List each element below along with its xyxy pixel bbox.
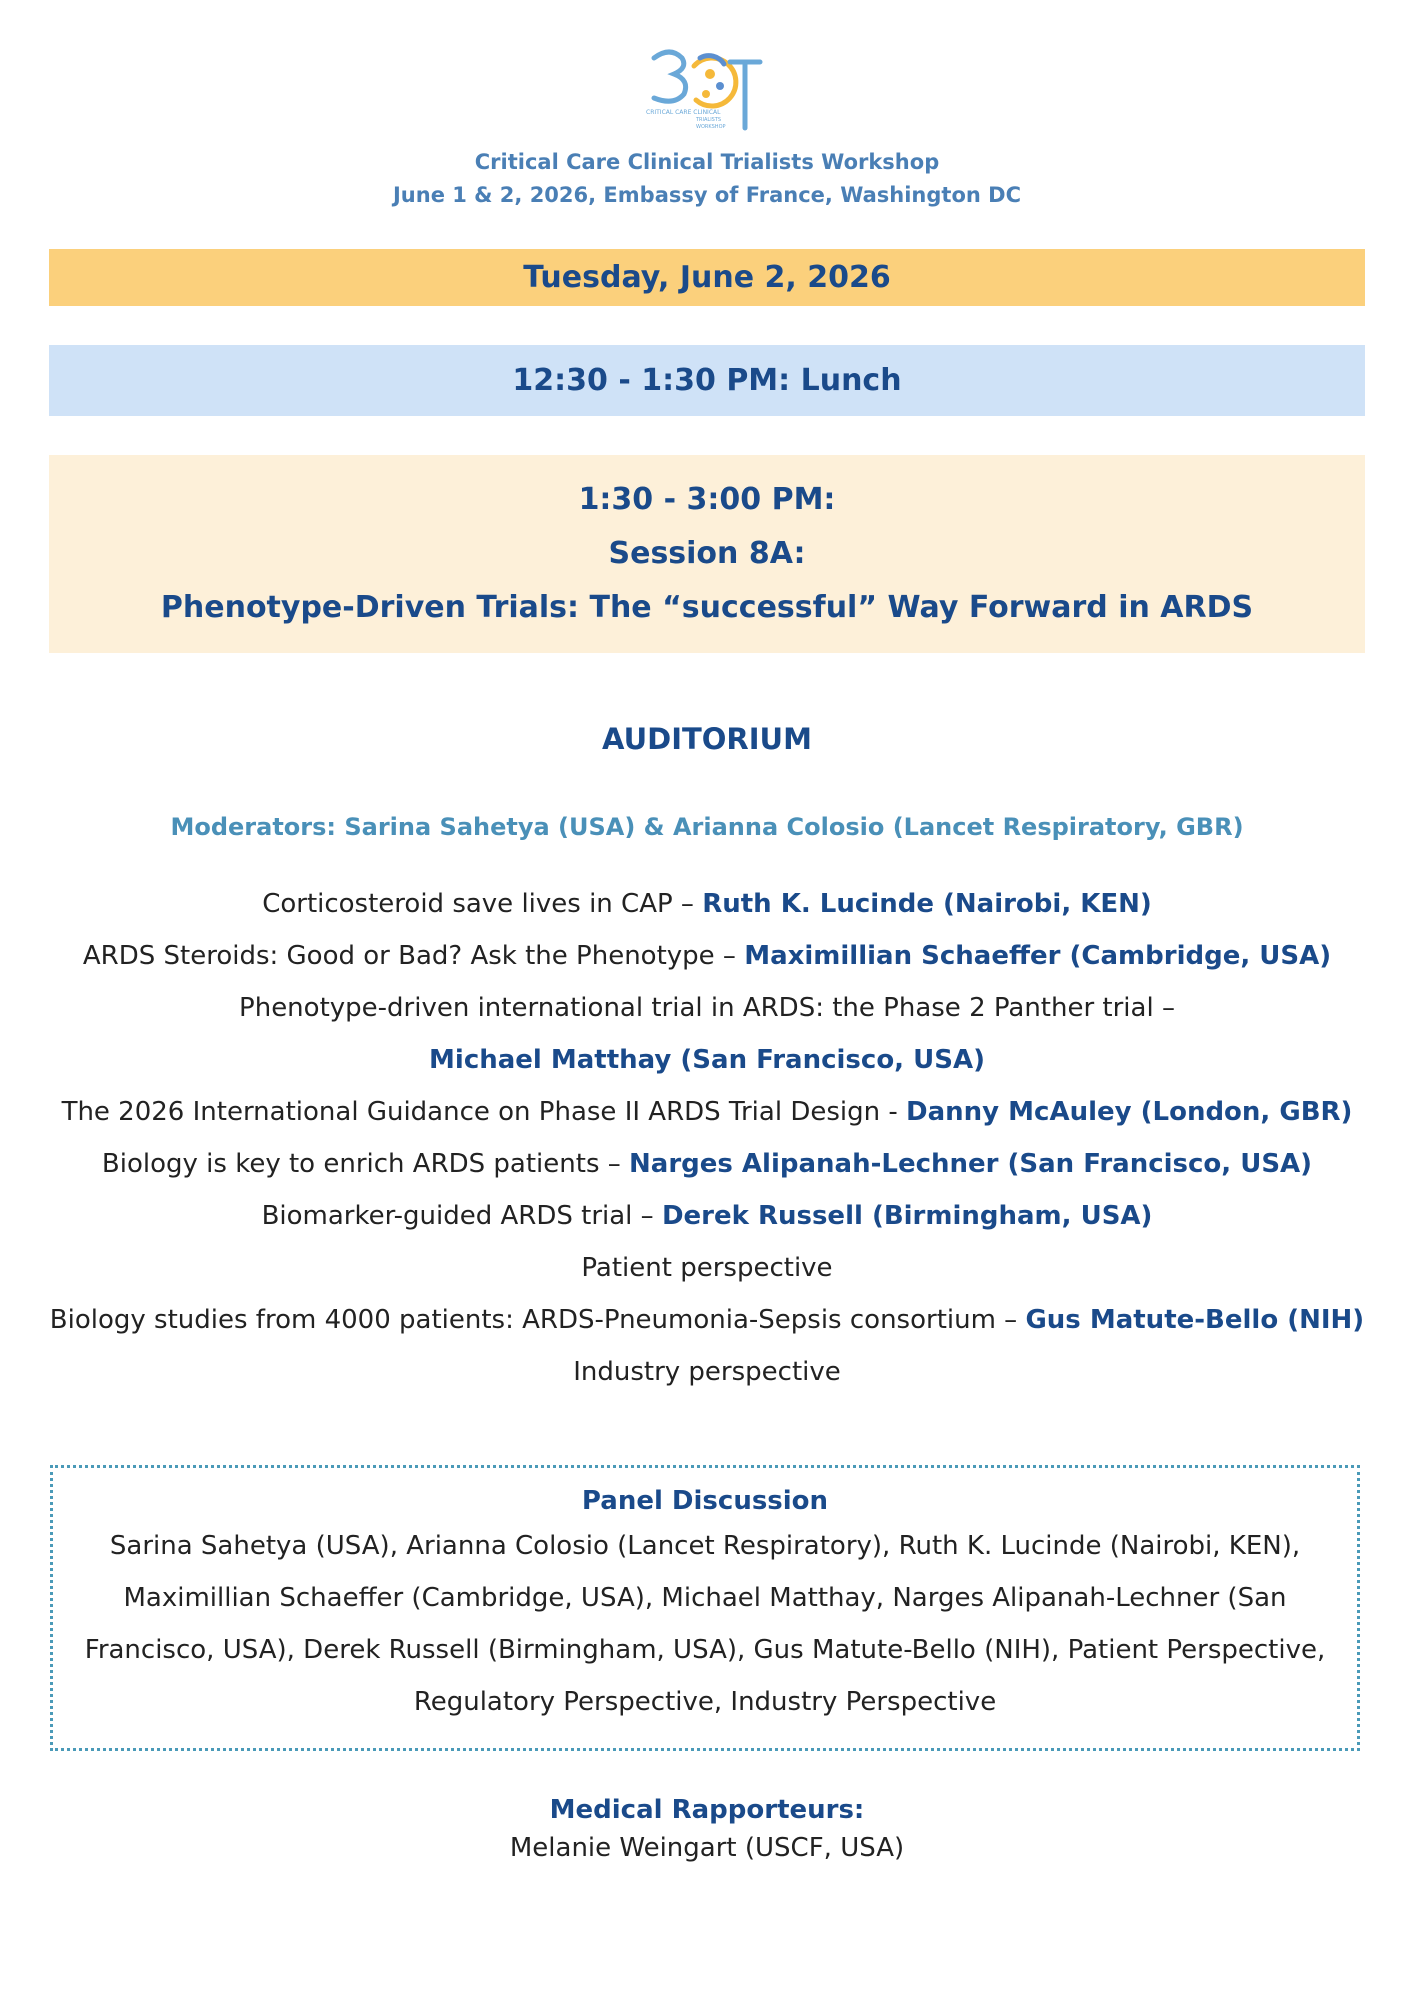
day-banner: Tuesday, June 2, 2026 <box>49 249 1365 306</box>
talk-speaker: Danny McAuley (London, GBR) <box>906 1097 1353 1127</box>
location-heading: AUDITORIUM <box>602 722 812 756</box>
svg-text:WORKSHOP: WORKSHOP <box>696 124 726 130</box>
talk-item <box>0 1034 1414 1086</box>
workshop-logo <box>640 44 772 132</box>
talk-title: The 2026 International Guidance on Phase II ARDS Trial Design - <box>61 1097 907 1127</box>
workshop-subtitle: June 1 & 2, 2026, Embassy of France, Washington DC <box>392 183 1021 207</box>
panel-title: Panel Discussion <box>581 1486 829 1516</box>
talk-speaker: Ruth K. Lucinde (Nairobi, KEN) <box>702 889 1152 919</box>
talk-speaker: Derek Russell (Birmingham, USA) <box>661 1201 1153 1231</box>
talk-title: Biomarker-guided ARDS trial – <box>261 1201 662 1231</box>
session-name: Session 8A: <box>608 536 806 571</box>
rapporteur-name: Melanie Weingart (USCF, USA) <box>509 1833 905 1863</box>
session-title: Phenotype-Driven Trials: The “successful” Way Forward in ARDS <box>160 590 1254 625</box>
moderators-line: Moderators: Sarina Sahetya (USA) & Arianna Colosio (Lancet Respiratory, GBR) <box>170 813 1244 841</box>
talk-speaker: Maximillian Schaeffer (Cambridge, USA) <box>744 941 1332 971</box>
session-banner <box>49 455 1365 653</box>
talk-title: ARDS Steroids: Good or Bad? Ask the Phenotype – <box>82 941 745 971</box>
talk-item <box>0 1346 1414 1398</box>
talk-speaker: Michael Matthay (San Francisco, USA) <box>429 1045 985 1075</box>
talk-item <box>0 982 1414 1034</box>
workshop-title: Critical Care Clinical Trialists Workshop <box>474 150 940 174</box>
talk-item <box>0 1086 1414 1138</box>
rapporteurs-title: Medical Rapporteurs: <box>549 1795 865 1825</box>
talk-title: Biology studies from 4000 patients: ARDS-Pneumonia-Sepsis consortium – <box>49 1305 1026 1335</box>
lunch-banner: 12:30 - 1:30 PM: Lunch <box>49 345 1365 416</box>
svg-text:TRIALISTS: TRIALISTS <box>696 117 722 123</box>
panel-participants: Sarina Sahetya (USA), Arianna Colosio (Lancet Respiratory), Ruth K. Lucinde (Nairobi, KEN), Maximillian Schaeffer (Cambridge, USA), Michael Matthay, Narges Alipanah-Lechner (San Francisco, USA), Derek Russell (Birmingham, USA), Gus Matute-Bello (NIH), Patient Perspective, Regulatory Perspective, Industry Perspective <box>84 1531 1326 1717</box>
talk-item <box>0 1138 1414 1190</box>
talk-title: Corticosteroid save lives in CAP – <box>262 889 703 919</box>
talk-speaker: Gus Matute-Bello (NIH) <box>1025 1305 1365 1335</box>
talk-speaker: Narges Alipanah-Lechner (San Francisco, USA) <box>629 1149 1313 1179</box>
talk-item <box>0 1294 1414 1346</box>
talk-title: Phenotype-driven international trial in ARDS: the Phase 2 Panther trial – <box>239 993 1175 1023</box>
talk-item <box>0 930 1414 982</box>
talk-list <box>0 878 1414 1398</box>
talk-item <box>0 1242 1414 1294</box>
talk-item <box>0 878 1414 930</box>
panel-discussion-box <box>50 1465 1360 1751</box>
talk-title: Biology is key to enrich ARDS patients – <box>101 1149 630 1179</box>
session-time: 1:30 - 3:00 PM: <box>578 482 836 517</box>
talk-title: Industry perspective <box>573 1357 841 1387</box>
talk-item <box>0 1190 1414 1242</box>
talk-title: Patient perspective <box>581 1253 833 1283</box>
svg-text:CRITICAL CARE CLINICAL: CRITICAL CARE CLINICAL <box>646 109 721 116</box>
